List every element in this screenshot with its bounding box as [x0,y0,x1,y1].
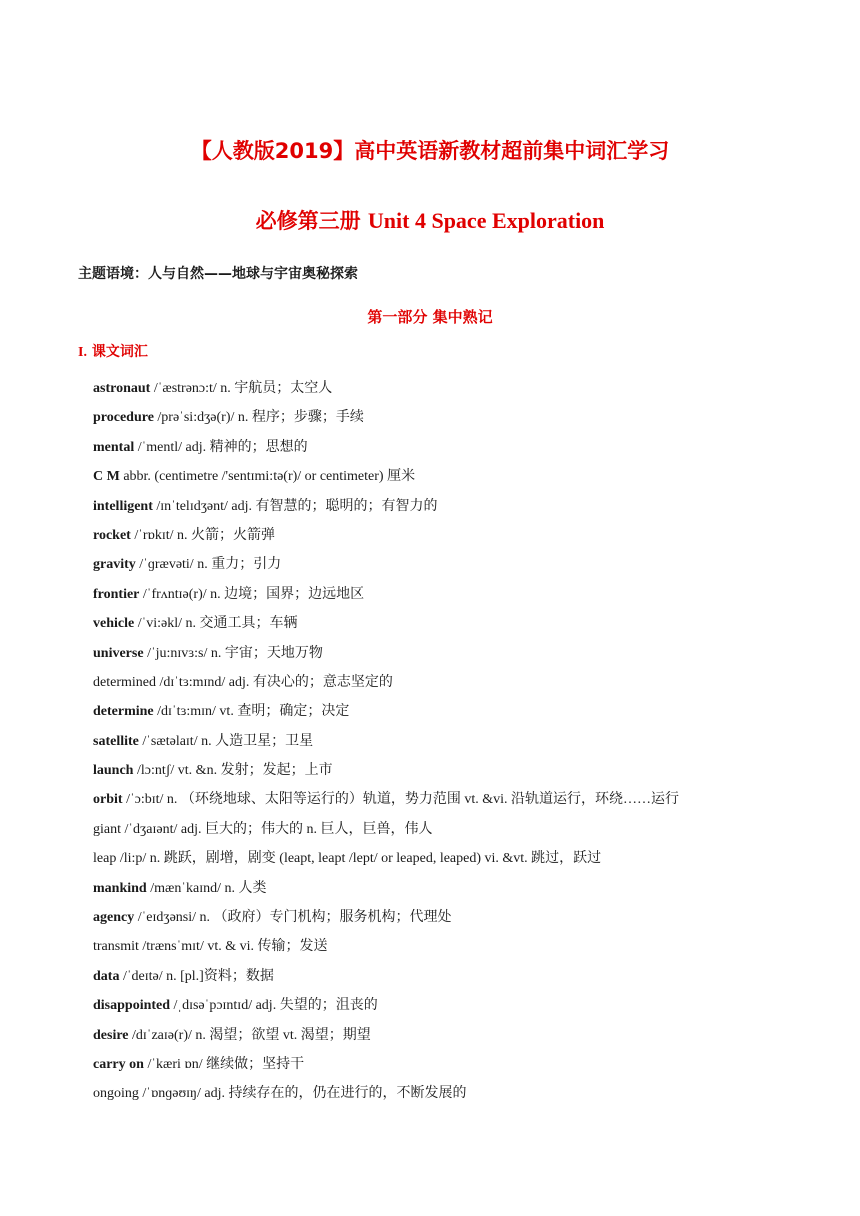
vocab-entry [93,613,833,642]
vocab-entry [93,995,833,1024]
vocab-entry [93,1025,833,1054]
vocab-definition: /ˈrɒkɪt/ n. 火箭；火箭弹 [130,527,276,543]
vocab-definition: /ˈæstrənɔ:t/ n. 宇航员；太空人 [150,381,333,396]
vocab-entry [93,760,833,789]
vocab-definition: /ˈɡrævəti/ n. 重力；引力 [135,557,282,573]
vocab-word: carry on [93,1056,144,1072]
vocab-entry [93,789,833,818]
vocab-entry [93,878,833,907]
vocab-definition: /trænsˈmɪt/ vt. & vi. 传输；发送 [138,939,328,955]
vocab-word: mankind [93,880,147,896]
section-number: I. [78,345,87,360]
vocab-entry [93,496,833,525]
vocab-definition: /ˈkæri ɒn/ 继续做；坚持干 [143,1056,305,1072]
vocab-definition: /dɪˈtɜ:mɪn/ vt. 查明；确定；决定 [153,704,350,720]
vocab-word: determined [93,674,156,690]
vocab-word: leap [93,851,117,867]
vocab-definition: /ˈfrʌntɪə(r)/ n. 边境；国界；边远地区 [139,586,365,602]
vocab-word: satellite [93,733,139,749]
vocab-definition: /ˌdɪsəˈpɔɪntɪd/ adj. 失望的；沮丧的 [170,998,378,1014]
vocab-word: giant [93,821,121,837]
vocab-entry [93,819,833,848]
subtitle-en: Unit 4 Space Exploration [367,208,605,233]
vocab-definition: /mænˈkaɪnd/ n. 人类 [146,880,267,896]
vocab-word: disappointed [93,998,171,1014]
vocab-word: frontier [93,586,140,602]
vocab-definition: /ˈɒnɡəʊɪŋ/ adj. 持续存在的，仍在进行的，不断发展的 [138,1086,467,1102]
section-label: 课文词汇 [91,344,148,360]
vocab-definition: /li:p/ n. 跳跃，剧增，剧变 (leapt, leapt /lept/ or leaped, leaped) vi. &vt. 跳过，跃过 [116,851,602,867]
vocab-word: desire [93,1027,129,1043]
title-line1: 【人教版2019】高中英语新教材超前集中词汇学习 [190,139,670,163]
vocab-word: vehicle [93,616,135,632]
vocab-entry [93,966,833,995]
vocab-entry [93,936,833,965]
vocab-entry [93,731,833,760]
vocab-word: procedure [93,410,154,426]
vocab-entry [93,1083,833,1112]
vocab-word: intelligent [93,498,153,514]
vocab-word: ongoing [93,1086,139,1102]
vocab-definition: abbr. (centimetre /'sentɪmi:tə(r)/ or centimeter) 厘米 [119,469,416,485]
vocab-entry [93,672,833,701]
vocab-word: determine [93,704,154,720]
vocab-word: launch [93,763,134,779]
vocab-entry [93,378,833,407]
vocab-word: rocket [93,527,131,543]
vocab-word: orbit [93,792,123,808]
vocab-entry [93,848,833,877]
vocab-definition: /prəˈsi:dʒə(r)/ n. 程序；步骤；手续 [153,410,364,426]
part-title: 第一部分 集中熟记 [367,308,493,326]
vocab-definition: /ˈeɪdʒənsi/ n. （政府）专门机构；服务机构；代理处 [134,910,452,926]
vocab-definition: /ˈdeɪtə/ n. [pl.]资料；数据 [119,968,274,984]
vocab-word: agency [93,910,135,926]
vocab-definition: /ˈmentl/ adj. 精神的；思想的 [134,439,308,455]
vocab-entry [93,525,833,554]
vocab-word: transmit [93,939,139,955]
vocab-word: gravity [93,557,136,573]
section-heading [78,341,148,361]
vocab-entry [93,407,833,436]
vocab-definition: /ˈɔ:bɪt/ n. （环绕地球、太阳等运行的）轨道，势力范围 vt. &vi. 沿轨道运行，环绕……运行 [122,792,680,808]
vocab-definition: /dɪˈtɜ:mɪnd/ adj. 有决心的；意志坚定的 [155,674,393,690]
vocab-entry [93,437,833,466]
vocab-definition: /lɔ:ntʃ/ vt. &n. 发射；发起；上市 [133,763,333,779]
subtitle-cn: 必修第三册 [255,209,361,233]
vocab-entry [93,1054,833,1083]
vocab-definition: /ɪnˈtelɪdʒənt/ adj. 有智慧的；聪明的；有智力的 [152,498,438,514]
vocab-definition: /ˈdʒaɪənt/ adj. 巨大的；伟大的 n. 巨人，巨兽，伟人 [121,821,433,837]
vocab-definition: /dɪˈzaɪə(r)/ n. 渴望；欲望 vt. 渴望；期望 [128,1027,371,1043]
document-subtitle [0,205,860,235]
vocab-entry [93,584,833,613]
vocab-entry [93,701,833,730]
theme-context: 主题语境：人与自然——地球与宇宙奥秘探索 [78,266,358,282]
vocab-word: C M [93,469,120,485]
vocab-entry [93,554,833,583]
vocab-word: universe [93,645,144,661]
vocab-entry [93,643,833,672]
vocabulary-list [93,378,833,1113]
document-title [0,135,860,165]
vocab-definition: /ˈvi:əkl/ n. 交通工具；车辆 [134,616,298,632]
vocab-entry [93,466,833,495]
vocab-entry [93,907,833,936]
vocab-word: data [93,968,120,984]
vocab-word: mental [93,439,135,455]
vocab-word: astronaut [93,381,151,396]
vocab-definition: /ˈju:nɪvɜ:s/ n. 宇宙；天地万物 [143,645,323,661]
vocab-definition: /ˈsætəlaɪt/ n. 人造卫星；卫星 [138,733,314,749]
